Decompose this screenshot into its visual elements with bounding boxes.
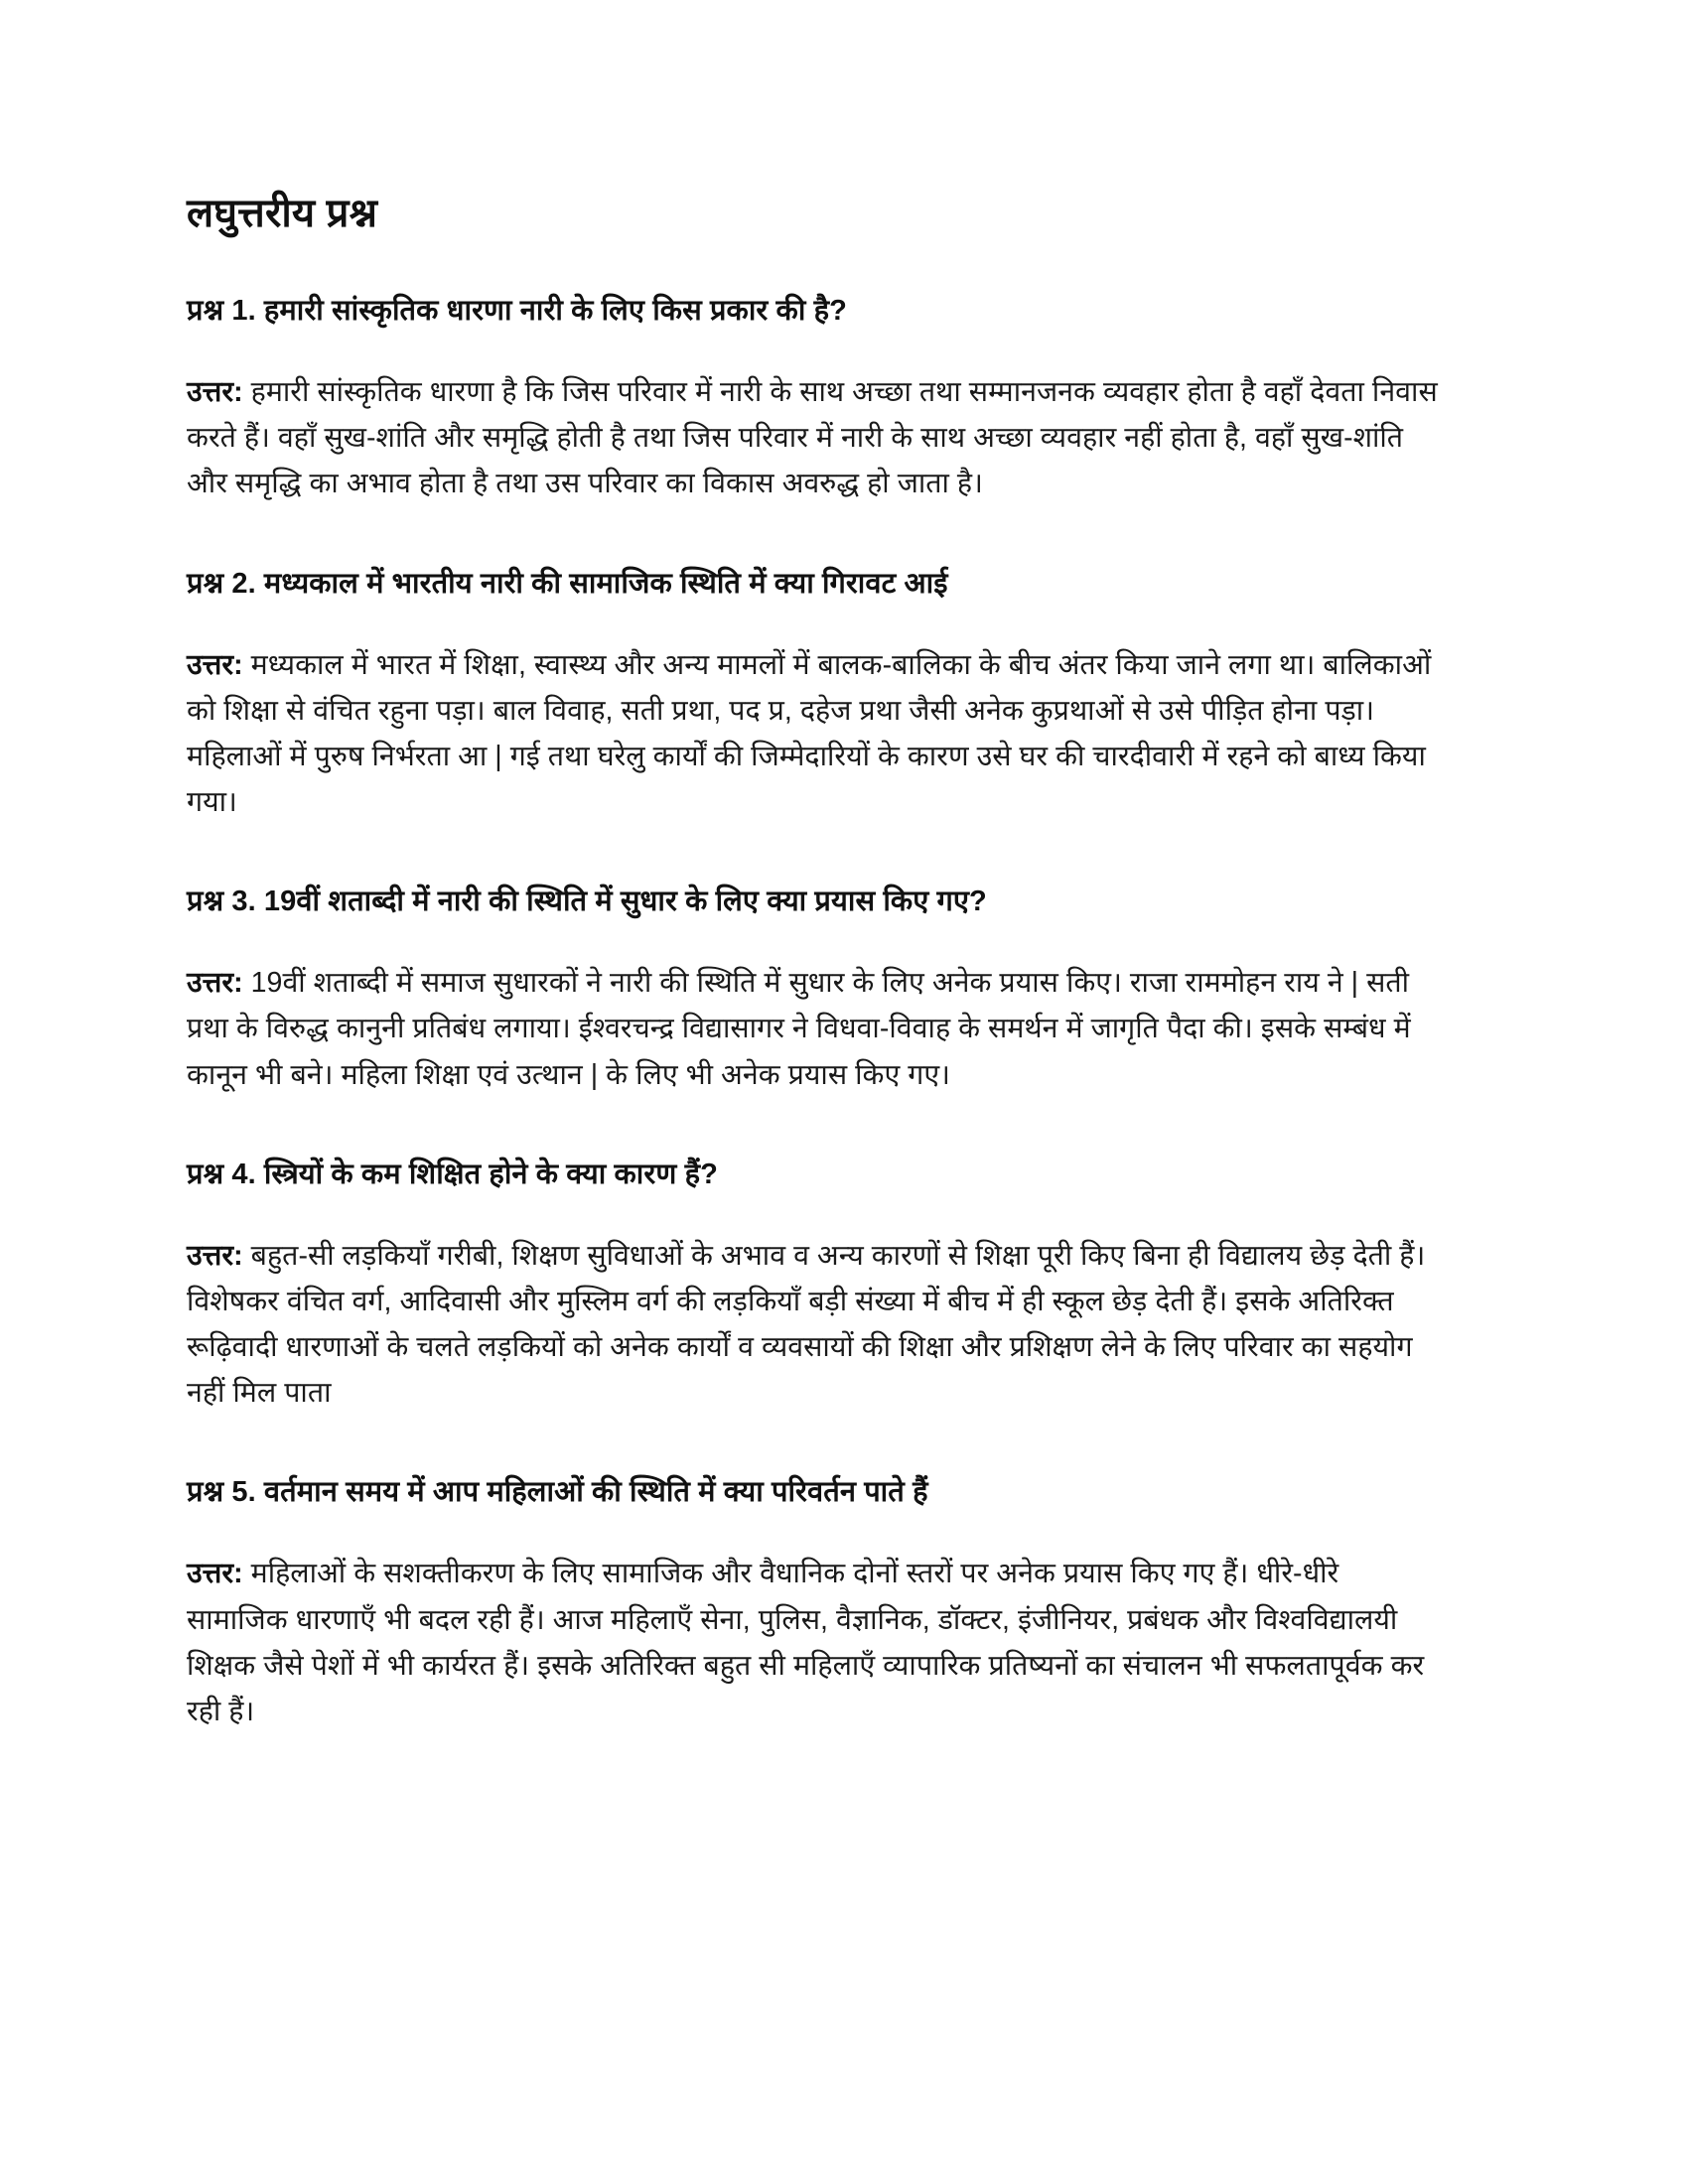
answer-text-4: बहुत-सी लड़कियाँ गरीबी, शिक्षण सुविधाओं के अभाव व अन्य कारणों से शिक्षा पूरी किए बिना ही विद्यालय छेड़ देती हैं। विशेषकर वंचित वर्ग, आदिवासी और मुस्लिम वर्ग की लड़कियाँ बड़ी संख्या में बीच में ही स्कूल छेड़ देती हैं। इसके अतिरिक्त रूढ़िवादी धारणाओं के चलते लड़कियों को अनेक कार्यों व व्यवसायों की शिक्षा और प्रशिक्षण लेने के लिए परिवार का सहयोग नहीं मिल पाता <box>187 1239 1426 1410</box>
qa-block-1 <box>187 290 1440 507</box>
page-title: लघुत्तरीय प्रश्न <box>187 192 378 235</box>
question-heading-1: प्रश्न 1. हमारी सांस्कृतिक धारणा नारी के लिए किस प्रकार की है? <box>187 295 847 327</box>
answer-text-5: महिलाओं के सशक्तीकरण के लिए सामाजिक और वैधानिक दोनों स्तरों पर अनेक प्रयास किए गए हैं। धीरे-धीरे सामाजिक धारणाएँ भी बदल रही हैं। आज महिलाएँ सेना, पुलिस, वैज्ञानिक, डॉक्टर, इंजीनियर, प्रबंधक और विश्वविद्यालयी शिक्षक जैसे पेशों में भी कार्यरत हैं। इसके अतिरिक्त बहुत सी महिलाएँ व्यापारिक प्रतिष्यनों का संचालन भी सफलतापूर्वक कर रही हैं। <box>187 1558 1425 1727</box>
answer-label-4: उत्तर: <box>187 1239 243 1272</box>
answer-text-1: हमारी सांस्कृतिक धारणा है कि जिस परिवार में नारी के साथ अच्छा तथा सम्मानजनक व्यवहार होता है वहाँ देवता निवास करते हैं। वहाँ सुख-शांति और समृद्धि होती है तथा जिस परिवार में नारी के साथ अच्छा व्यवहार नहीं होता है, वहाँ सुख-शांति और समृद्धि का अभाव होता है तथा उस परिवार का विकास अवरुद्ध हो जाता है। <box>187 376 1438 500</box>
answer-paragraph-1 <box>187 369 1440 506</box>
qa-block-2 <box>187 563 1440 826</box>
qa-block-3 <box>187 881 1440 1098</box>
question-heading-3: प्रश्न 3. 19वीं शताब्दी में नारी की स्थिति में सुधार के लिए क्या प्रयास किए गए? <box>187 886 987 918</box>
question-heading-2: प्रश्न 2. मध्यकाल में भारतीय नारी की सामाजिक स्थिति में क्या गिरावट आई <box>187 567 948 600</box>
answer-paragraph-4 <box>187 1233 1440 1417</box>
answer-paragraph-2 <box>187 642 1440 826</box>
question-heading-4: प्रश्न 4. स्त्रियों के कम शिक्षित होने के क्या कारण हैं? <box>187 1158 718 1190</box>
qa-block-4 <box>187 1154 1440 1417</box>
answer-text-2: मध्यकाल में भारत में शिक्षा, स्वास्थ्य और अन्य मामलों में बालक-बालिका के बीच अंतर किया जाने लगा था। बालिकाओं को शिक्षा से वंचित रहुना पड़ा। बाल विवाह, सती प्रथा, पद प्र, दहेज प्रथा जैसी अनेक कुप्रथाओं से उसे पीड़ित होना पड़ा। महिलाओं में पुरुष निर्भरता आ | गई तथा घरेलु कार्यों की जिम्मेदारियों के कारण उसे घर की चारदीवारी में रहने को बाध्य किया गया। <box>187 648 1432 819</box>
answer-label-2: उत्तर: <box>187 648 243 681</box>
answer-paragraph-5 <box>187 1551 1440 1734</box>
answer-label-3: उत्तर: <box>187 967 243 1000</box>
qa-block-5 <box>187 1471 1440 1734</box>
answer-text-3: 19वीं शताब्दी में समाज सुधारकों ने नारी की स्थिति में सुधार के लिए अनेक प्रयास किए। राजा राममोहन राय ने | सती प्रथा के विरुद्ध कानुनी प्रतिबंध लगाया। ईश्वरचन्द्र विद्यासागर ने विधवा-विवाह के समर्थन में जागृति पैदा की। इसके सम्बंध में कानून भी बने। महिला शिक्षा एवं उत्थान | के लिए भी अनेक प्रयास किए गए। <box>187 967 1411 1091</box>
answer-label-1: उत्तर: <box>187 376 243 409</box>
question-heading-5: प्रश्न 5. वर्तमान समय में आप महिलाओं की स्थिति में क्या परिवर्तन पाते हैं <box>187 1476 928 1509</box>
answer-label-5: उत्तर: <box>187 1558 243 1590</box>
answer-paragraph-3 <box>187 960 1440 1097</box>
